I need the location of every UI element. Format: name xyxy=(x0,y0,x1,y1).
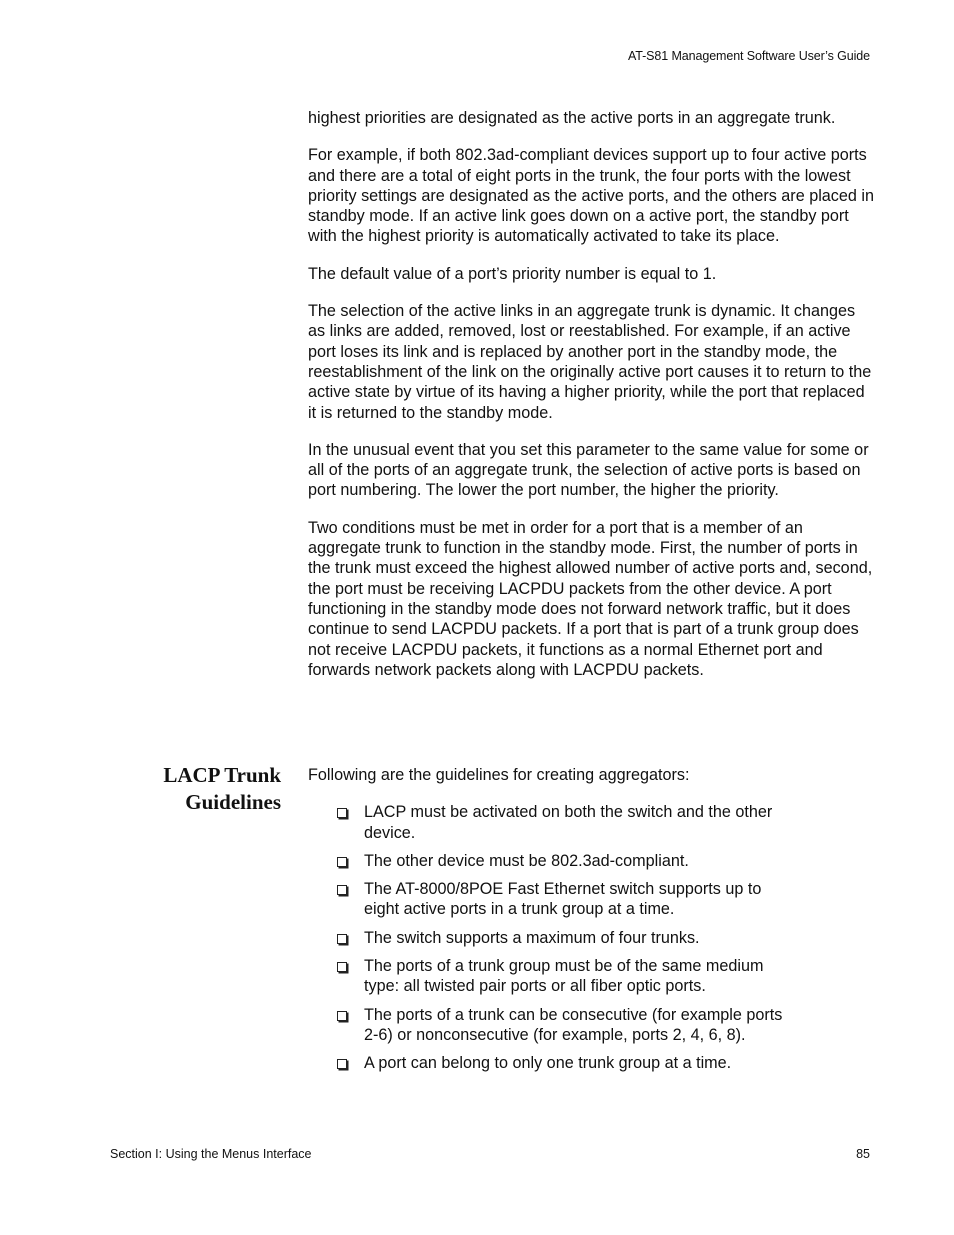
section-heading xyxy=(110,762,281,816)
list-item-text: A port can belong to only one trunk group at a time. xyxy=(364,1054,732,1073)
page-number: 85 xyxy=(856,1147,870,1161)
checkbox-bullet-icon xyxy=(337,1059,347,1069)
list-item-text: The switch supports a maximum of four trunks. xyxy=(364,928,700,947)
paragraph: For example, if both 802.3ad-compliant devices support up to four active ports and there are a total of eight ports in the trunk, the four ports with the lowest priority settings are designated as the active ports, and the others are placed in standby mode. If an active link goes down on a active port, the standby port with the highest priority is automatically activated to take its place. xyxy=(308,146,874,246)
paragraph: The selection of the active links in an aggregate trunk is dynamic. It changes as links are added, removed, lost or reestablished. For example, if an active port loses its link and is replaced by another port in the standby mode, the reestablishment of the link on the originally active port causes it to return to the active state by virtue of its having a higher priority, while the port that replaced it is returned to the standby mode. xyxy=(308,302,872,422)
paragraph: The default value of a port’s priority number is equal to 1. xyxy=(308,264,717,283)
list-item xyxy=(308,956,784,997)
list-item-text: The ports of a trunk group must be of the same medium type: all twisted pair ports or all fiber optic ports. xyxy=(364,957,764,996)
list-item xyxy=(308,879,784,920)
paragraph: In the unusual event that you set this parameter to the same value for some or all of the ports of an aggregate trunk, the selection of active ports is based on port numbering. The lower the port number, the higher the priority. xyxy=(308,440,869,500)
list-item xyxy=(308,802,784,843)
list-item xyxy=(308,928,784,948)
running-header: AT-S81 Management Software User’s Guide xyxy=(627,49,870,63)
checkbox-bullet-icon xyxy=(337,808,347,818)
checkbox-bullet-icon xyxy=(337,857,347,867)
list-item xyxy=(308,851,784,871)
section-intro: Following are the guidelines for creating aggregators: xyxy=(308,766,690,784)
list-item xyxy=(308,1053,784,1073)
checkbox-bullet-icon xyxy=(337,934,347,944)
guidelines-section xyxy=(308,765,874,1082)
guidelines-list xyxy=(308,802,874,1073)
section-heading-line: Guidelines xyxy=(185,790,281,814)
list-item-text: LACP must be activated on both the switch and the other device. xyxy=(364,803,773,842)
paragraph: highest priorities are designated as the active ports in an aggregate trunk. xyxy=(308,109,836,127)
list-item xyxy=(308,1005,784,1046)
list-item-text: The other device must be 802.3ad-compliant. xyxy=(364,851,689,870)
checkbox-bullet-icon xyxy=(337,1011,347,1021)
checkbox-bullet-icon xyxy=(337,962,347,972)
checkbox-bullet-icon xyxy=(337,885,347,895)
list-item-text: The ports of a trunk can be consecutive (for example ports 2-6) or nonconsecutive (for example, ports 2, 4, 6, 8). xyxy=(364,1005,783,1044)
list-item-text: The AT-8000/8POE Fast Ethernet switch supports up to eight active ports in a trunk group at a time. xyxy=(364,880,762,919)
paragraph: Two conditions must be met in order for a port that is a member of an aggregate trunk to function in the standby mode. First, the number of ports in the trunk must exceed the highest allowed number of active ports and, second, the port must be receiving LACPDU packets from the other device. A port functioning in the standby mode does not forward network traffic, but it does continue to send LACPDU packets. If a port that is part of a trunk group does not receive LACPDU packets, it functions as a normal Ethernet port and forwards network packets along with LACPDU packets. xyxy=(308,518,873,679)
section-heading-line: LACP Trunk xyxy=(163,763,281,787)
body-text xyxy=(308,108,874,697)
footer-section-label: Section I: Using the Menus Interface xyxy=(110,1147,312,1161)
